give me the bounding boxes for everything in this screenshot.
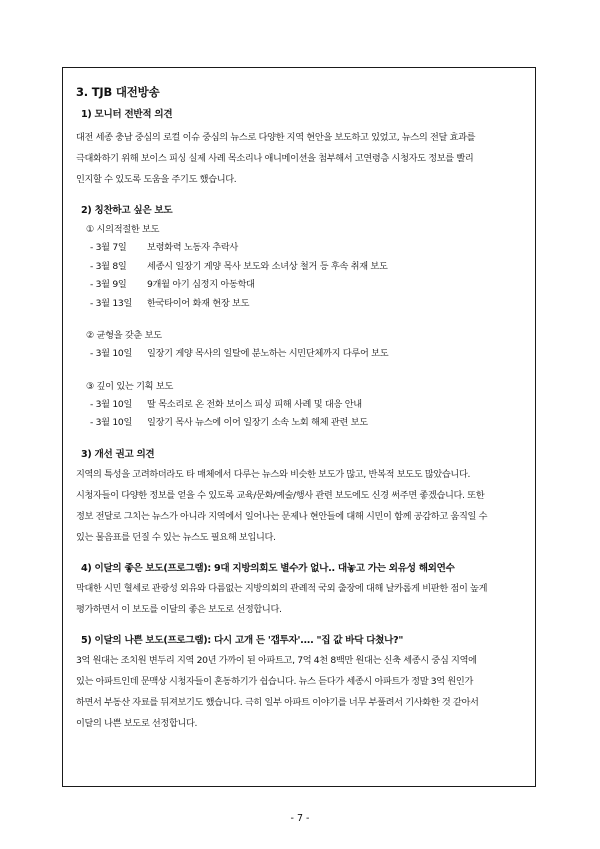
item-date: - 3월 10일 (90, 417, 133, 428)
paragraph-line: 극대화하기 위해 보이스 피싱 실제 사례 목소리나 애니메이션을 첨부해서 고연령층 시청자도 정보를 빨리 (76, 153, 474, 164)
document-title: 3. TJB 대전방송 (76, 85, 160, 99)
section-heading-bad-report: 5) 이달의 나쁜 보도(프로그램): 다시 고개 든 '갭투자'.... "집 값 바닥 다쳤나?" (81, 634, 404, 646)
paragraph-line: 있는 아파트인데 문맥상 시청자들이 혼동하기가 쉽습니다. 뉴스 듣다가 세종시 아파트가 정말 3억 원인가 (76, 675, 473, 687)
item-text: 세종시 일장기 게양 목사 보도와 소녀상 철거 등 후속 취재 보도 (147, 260, 388, 272)
subheading-balanced-reports: ② 균형을 갖춘 보도 (86, 330, 162, 341)
section-heading-praise: 2) 칭찬하고 싶은 보도 (81, 205, 173, 216)
section-heading-good-report: 4) 이달의 좋은 보도(프로그램): 9대 지방의회도 별수가 없나.. 대놓고 가는 외유성 해외연수 (81, 562, 455, 574)
paragraph-line: 대전 세종 충남 중심의 로컬 이슈 중심의 뉴스로 다양한 지역 현안을 보도하고 있었고, 뉴스의 전달 효과를 (76, 132, 476, 143)
item-date: - 3월 7일 (90, 242, 127, 253)
list-item (76, 414, 528, 433)
section-heading-improvement: 3) 개선 권고 의견 (81, 448, 155, 460)
paragraph-line: 3억 원대는 조치원 변두리 지역 20년 가까이 된 아파트고, 7억 4천 8백만 원대는 신축 세종시 중심 지역에 (76, 654, 477, 666)
list-item (76, 295, 528, 314)
paragraph-line: 하면서 부동산 자료를 뒤져보기도 했습니다. 극히 일부 아파트 이야기를 너무 부풀려서 기사화한 것 같아서 (76, 696, 479, 708)
list-item (76, 258, 528, 277)
subheading-in-depth-reports: ③ 깊이 있는 기획 보도 (86, 380, 174, 392)
section-heading-overall-opinion: 1) 모니터 전반적 의견 (81, 109, 173, 120)
item-text: 딸 목소리로 온 전화 보이스 피싱 피해 사례 및 대응 안내 (147, 398, 362, 410)
item-date: - 3월 9일 (90, 279, 127, 290)
item-text: 보령화력 노동자 추락사 (147, 242, 238, 253)
item-text: 한국타이어 화재 현장 보도 (147, 297, 250, 309)
item-date: - 3월 8일 (90, 260, 127, 272)
document-body (76, 85, 528, 734)
item-text: 일장기 목사 뉴스에 이어 일장기 소속 노회 해체 관련 보도 (147, 417, 368, 428)
paragraph-line: 시청자들이 다양한 정보를 얻을 수 있도록 교육/문화/예술/행사 관련 보도에도 신경 써주면 좋겠습니다. 또한 (76, 489, 485, 501)
paragraph-line: 막대한 시민 혈세로 관광성 외유와 다름없는 지방의회의 관례적 국외 출장에 대해 날카롭게 비판한 점이 높게 (76, 582, 488, 594)
item-text: 9개월 아기 심정지 아동학대 (147, 279, 255, 290)
subheading-timely-reports: ① 시의적절한 보도 (86, 224, 160, 235)
item-date: - 3월 13일 (90, 297, 133, 309)
page-number: - 7 - (290, 813, 310, 824)
list-item (76, 396, 528, 415)
item-text: 일장기 게양 목사의 일탈에 분노하는 시민단체까지 다루어 보도 (147, 348, 389, 359)
paragraph-line: 이달의 나쁜 보도로 선정합니다. (76, 717, 198, 729)
list-item (76, 276, 528, 295)
item-date: - 3월 10일 (90, 398, 133, 410)
paragraph-line: 있는 물음표를 던질 수 있는 뉴스도 필요해 보입니다. (76, 531, 276, 543)
paragraph-line: 지역의 특성을 고려하더라도 타 매체에서 다루는 뉴스와 비슷한 보도가 많고, 반복적 보도도 많았습니다. (76, 468, 471, 480)
paragraph-line: 정보 전달로 그치는 뉴스가 아니라 지역에서 일어나는 문제나 현안들에 대해 시민이 함께 공감하고 움직일 수 (76, 510, 488, 522)
list-item (76, 345, 528, 364)
list-item (76, 239, 528, 258)
paragraph-line: 인지할 수 있도록 도움을 주기도 했습니다. (76, 174, 237, 185)
item-date: - 3월 10일 (90, 348, 133, 359)
paragraph-line: 평가하면서 이 보도를 이달의 좋은 보도로 선정합니다. (76, 603, 282, 615)
